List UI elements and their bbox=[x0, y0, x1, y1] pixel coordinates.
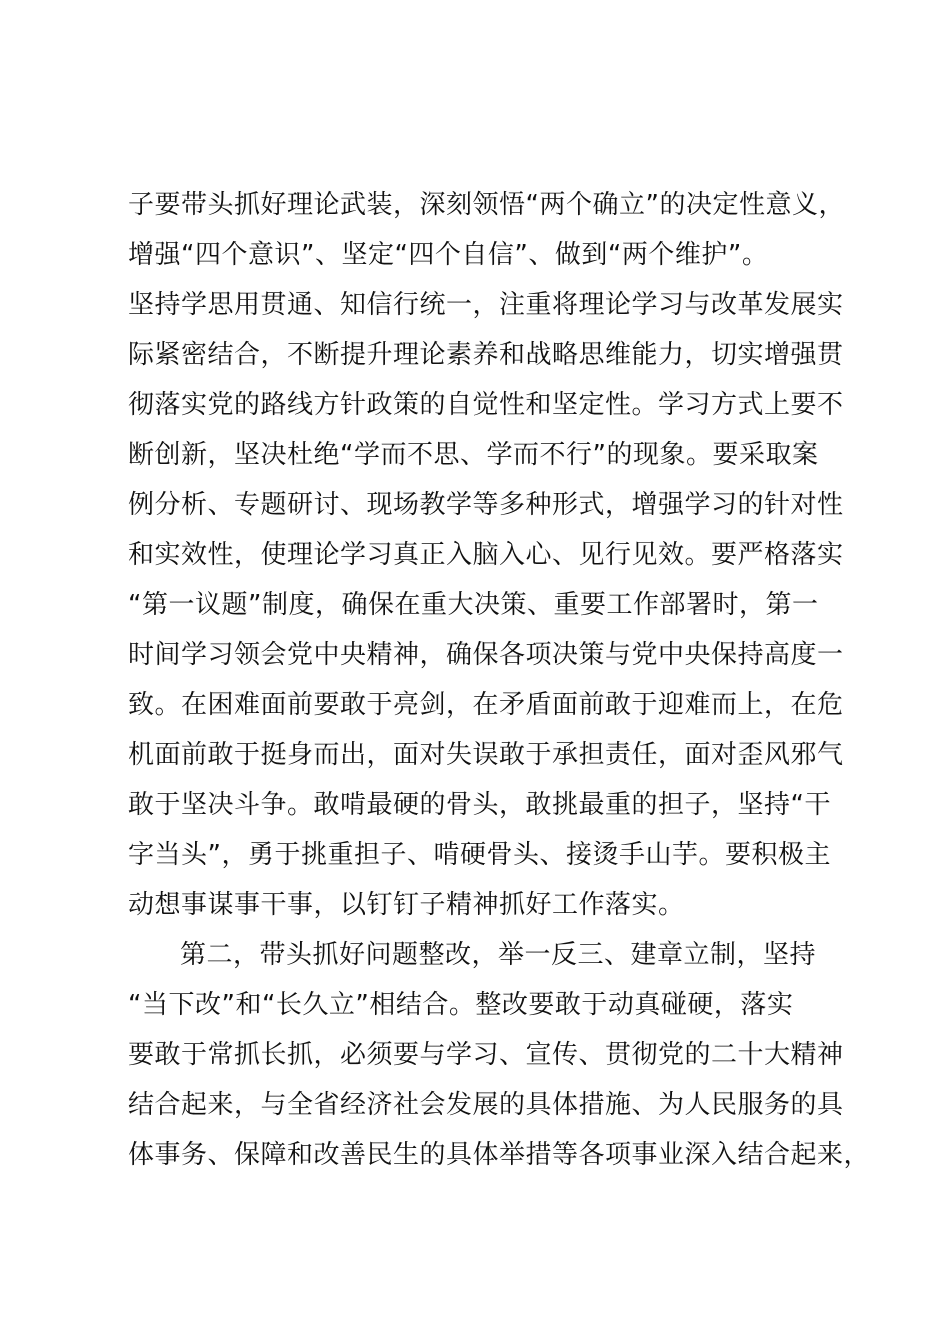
text-line: 结合起来，与全省经济社会发展的具体措施、为人民服务的具 bbox=[128, 1090, 844, 1120]
text-line: “第一议题”制度，确保在重大决策、重要工作部署时，第一 bbox=[128, 590, 819, 620]
text-line: 机面前敢于挺身而出，面对失误敢于承担责任，面对歪风邪气 bbox=[128, 740, 844, 770]
text-line: 彻落实党的路线方针政策的自觉性和坚定性。学习方式上要不 bbox=[128, 390, 844, 420]
text-line: 致。在困难面前要敢于亮剑，在矛盾面前敢于迎难而上，在危 bbox=[128, 690, 844, 720]
body-text bbox=[128, 180, 871, 1180]
text-line: 敢于坚决斗争。敢啃最硬的骨头，敢挑最重的担子，坚持“干 bbox=[128, 790, 831, 820]
text-line: 例分析、专题研讨、现场教学等多种形式，增强学习的针对性 bbox=[128, 490, 844, 520]
text-line: 子要带头抓好理论武装，深刻领悟“两个确立”的决定性意义， bbox=[128, 190, 845, 220]
text-line: 动想事谋事干事，以钉钉子精神抓好工作落实。 bbox=[128, 890, 685, 920]
text-line: “当下改”和“长久立”相结合。整改要敢于动真碰硬，落实 bbox=[128, 990, 794, 1020]
text-line: 际紧密结合，不断提升理论素养和战略思维能力，切实增强贯 bbox=[128, 340, 844, 370]
paragraph-start-line: 第二，带头抓好问题整改，举一反三、建章立制，坚持 bbox=[180, 940, 817, 970]
text-line: 增强“四个意识”、坚定“四个自信”、做到“两个维护”。 bbox=[128, 240, 769, 270]
text-line: 断创新，坚决杜绝“学而不思、学而不行”的现象。要采取案 bbox=[128, 440, 819, 470]
text-line: 要敢于常抓长抓，必须要与学习、宣传、贯彻党的二十大精神 bbox=[128, 1040, 844, 1070]
text-line: 和实效性，使理论学习真正入脑入心、见行见效。要严格落实 bbox=[128, 540, 844, 570]
text-line: 字当头”，勇于挑重担子、啃硬骨头、接烫手山芋。要积极主 bbox=[128, 840, 831, 870]
text-line: 时间学习领会党中央精神，确保各项决策与党中央保持高度一 bbox=[128, 640, 844, 670]
text-line: 坚持学思用贯通、知信行统一，注重将理论学习与改革发展实 bbox=[128, 290, 844, 320]
text-line: 体事务、保障和改善民生的具体举措等各项事业深入结合起来， bbox=[128, 1140, 871, 1170]
